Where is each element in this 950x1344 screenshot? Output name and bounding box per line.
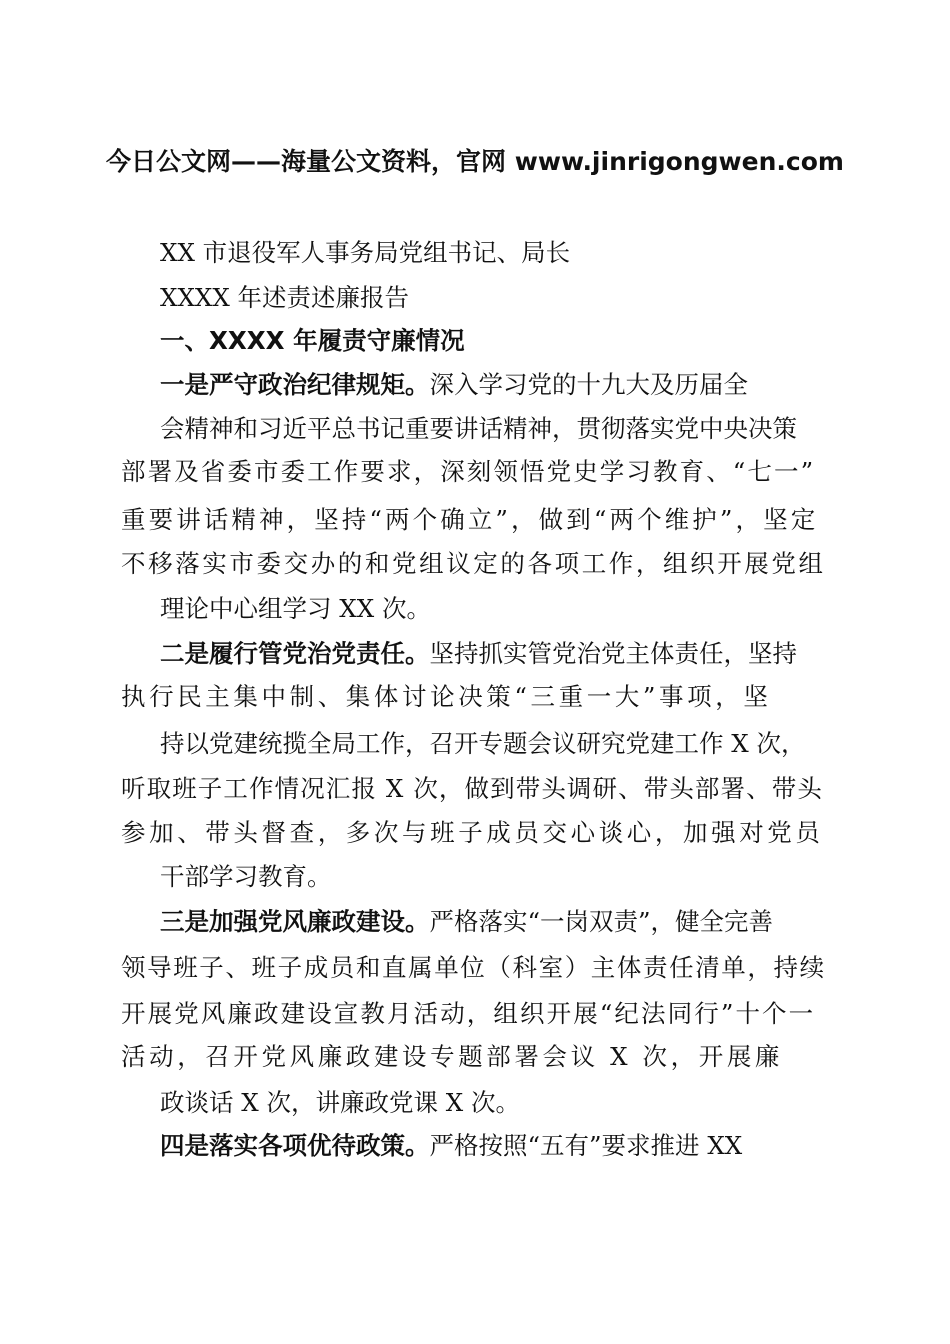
paragraph-3-line-2: 领导班子、班子成员和直属单位（科室）主体责任清单，持续 (121, 953, 826, 982)
site-header: 今日公文网——海量公文资料，官网 www.jinrigongwen.com (106, 147, 844, 176)
paragraph-2-line-3: 持以党建统揽全局工作，召开专题会议研究党建工作 X 次， (160, 729, 806, 758)
paragraph-1-line-5: 不移落实市委交办的和党组议定的各项工作，组织开展党组 (121, 549, 826, 578)
paragraph-2-line-1 (160, 639, 797, 669)
paragraph-2-line-5: 参加、带头督查，多次与班子成员交心谈心，加强对党员 (121, 818, 824, 847)
paragraph-1-line-3: 部署及省委市委工作要求，深刻领悟党史学习教育、“七一” (121, 457, 816, 486)
paragraph-3-lead: 三是加强党风廉政建设。 (160, 907, 430, 936)
paragraph-1-text-1: 深入学习党的十九大及历届全 (429, 370, 748, 399)
paragraph-1-line-4: 重要讲话精神，坚持“两个确立”，做到“两个维护”，坚定 (121, 505, 819, 534)
section-heading-1: 一、XXXX 年履责守廉情况 (160, 326, 465, 355)
paragraph-1-lead: 一是严守政治纪律规矩。 (160, 370, 430, 399)
report-title-line-1: XX 市退役军人事务局党组书记、局长 (160, 238, 571, 267)
paragraph-3-line-3: 开展党风廉政建设宣教月活动，组织开展“纪法同行”十个一 (121, 999, 816, 1028)
paragraph-4-line-1 (160, 1131, 742, 1161)
paragraph-3-line-1 (160, 907, 773, 937)
paragraph-2-line-6: 干部学习教育。 (160, 862, 332, 891)
paragraph-4-text-1: 严格按照“五有”要求推进 XX (429, 1131, 743, 1160)
paragraph-3-line-5: 政谈话 X 次，讲廉政党课 X 次。 (160, 1088, 521, 1117)
paragraph-1-line-6: 理论中心组学习 XX 次。 (160, 594, 431, 623)
paragraph-2-text-1: 坚持抓实管党治党主体责任，坚持 (429, 639, 797, 668)
paragraph-3-line-4: 活动，召开党风廉政建设专题部署会议 X 次，开展廉 (121, 1042, 784, 1071)
paragraph-2-line-4: 听取班子工作情况汇报 X 次，做到带头调研、带头部署、带头 (121, 774, 823, 803)
paragraph-3-text-1: 严格落实“一岗双责”，健全完善 (429, 907, 774, 936)
paragraph-1-line-1 (160, 370, 748, 400)
report-title-line-2: XXXX 年述责述廉报告 (160, 283, 410, 312)
paragraph-4-lead: 四是落实各项优待政策。 (160, 1131, 430, 1160)
paragraph-2-line-2: 执行民主集中制、集体讨论决策“三重一大”事项，坚 (121, 682, 772, 711)
paragraph-1-line-2: 会精神和习近平总书记重要讲话精神，贯彻落实党中央决策 (160, 414, 797, 443)
paragraph-2-lead: 二是履行管党治党责任。 (160, 639, 430, 668)
